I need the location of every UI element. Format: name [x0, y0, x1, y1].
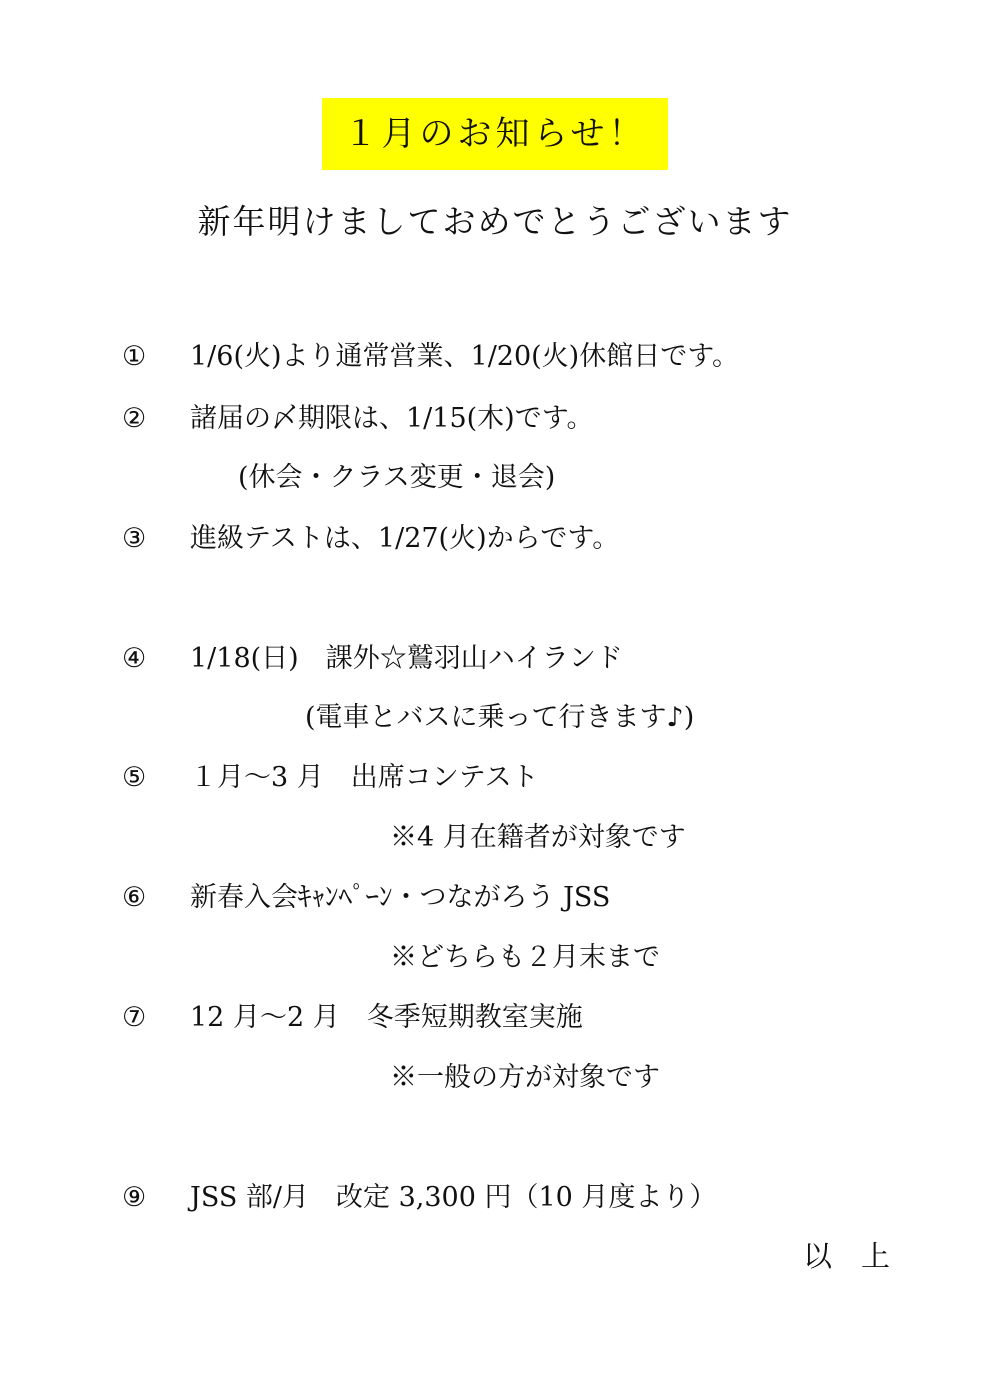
- item-2-subtext: (休会・クラス変更・退会): [238, 462, 556, 493]
- item-5-number: ⑤: [122, 762, 147, 793]
- item-6-text: 新春入会ｷｬﾝﾍﾟｰﾝ・つながろう JSS: [190, 882, 611, 913]
- item-2-text: 諸届の〆期限は、1/15(木)です。: [190, 403, 594, 434]
- item-7-text: 12 月～2 月 冬季短期教室実施: [190, 1002, 583, 1033]
- item-4-text: 1/18(日) 課外☆鷲羽山ハイランド: [190, 643, 623, 674]
- item-5-subtext: ※4 月在籍者が対象です: [390, 822, 686, 853]
- closing-remark: 以 上: [803, 1239, 891, 1273]
- item-6-subtext: ※どちらも２月末まで: [390, 942, 660, 973]
- item-1-number: ①: [122, 341, 147, 372]
- item-5-text: １月～3 月 出席コンテスト: [190, 762, 539, 793]
- item-3-number: ③: [122, 523, 147, 554]
- new-year-greeting: 新年明けましておめでとうございます: [197, 202, 793, 241]
- item-9-number: ⑨: [122, 1182, 147, 1213]
- item-9-text: JSS 部/月 改定 3,300 円（10 月度より）: [190, 1182, 717, 1213]
- item-2-number: ②: [122, 403, 147, 434]
- item-7-subtext: ※一般の方が対象です: [390, 1062, 660, 1093]
- item-6-number: ⑥: [122, 882, 147, 913]
- item-7-number: ⑦: [122, 1002, 147, 1033]
- item-1-text: 1/6(火)より通常営業、1/20(火)休館日です。: [190, 341, 740, 372]
- item-3-text: 進級テストは、1/27(火)からです。: [190, 523, 620, 554]
- item-4-subtext: (電車とバスに乗って行きます♪): [305, 702, 695, 733]
- notice-title: １月のお知らせ！: [322, 98, 668, 170]
- item-4-number: ④: [122, 643, 147, 674]
